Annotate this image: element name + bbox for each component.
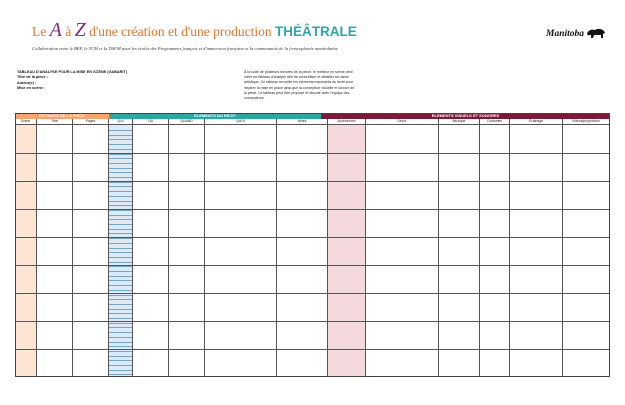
column-header-scene: Scène <box>15 119 36 125</box>
subtitle: Collaboration entre le BEF, le TCM et la DSFM pour les écoles des Programmes français et d'immersion française et la communauté de la francophonie manitobaine <box>32 46 338 51</box>
page-title: Le A à Z d'une création et d'une production THÉÂTRALE <box>32 19 357 41</box>
column-header-titre: Titre <box>37 119 72 125</box>
group-header-extraits: EXTRAITS DE LA PIÈCE <box>15 113 109 119</box>
field-director-label[interactable]: Mise en scène : <box>17 86 46 91</box>
column-header-ou: OÙ <box>133 119 168 125</box>
column-header-quoi: QUOI <box>205 119 276 125</box>
analysis-table <box>15 113 610 377</box>
field-author-label[interactable]: Auteur(e) : <box>17 80 37 85</box>
template-heading: TABLEAU D'ANALYSE POUR LA MISE EN SCÈNE (GABARIT) <box>17 70 128 74</box>
column-header-musique: Musique <box>439 119 479 125</box>
column-header-decor: Décor <box>366 119 438 125</box>
info-fields <box>17 70 127 92</box>
table-border <box>15 113 610 377</box>
column-header-quand: QUAND <box>169 119 204 125</box>
column-header-qui: QUI <box>109 119 132 125</box>
column-header-costumes: Costumes <box>480 119 509 125</box>
group-header-visuels: ÉLÉMENTS VISUELS ET SONORES <box>321 113 610 119</box>
bison-icon <box>586 28 606 39</box>
description-text: À la suite de plusieurs lectures de la pièce, le metteur en scène peut créer un tableau d'analyse afin de concrétiser et détailler sa vision artistique. Ce tableau recueille les éléments importants du texte pour inspirer la mise en place ainsi que la conception visuelle et sonore de la pièce. Le tableau peut être proposé et discuté avec l'équipe des concepteurs. <box>244 70 355 101</box>
column-header-eclairage: Éclairage <box>510 119 562 125</box>
column-header-pages: Pages <box>73 119 108 125</box>
manitoba-logo: Manitoba <box>546 28 606 39</box>
column-header-accessoires: Accessoires <box>328 119 365 125</box>
field-title-label[interactable]: Titre de la pièce : <box>17 75 48 80</box>
column-header-videos-projections: Vidéos/projections <box>563 119 609 125</box>
column-header-notes: Notes <box>277 119 327 125</box>
group-header-recit: ÉLÉMENTS DU RÉCIT <box>109 113 321 119</box>
